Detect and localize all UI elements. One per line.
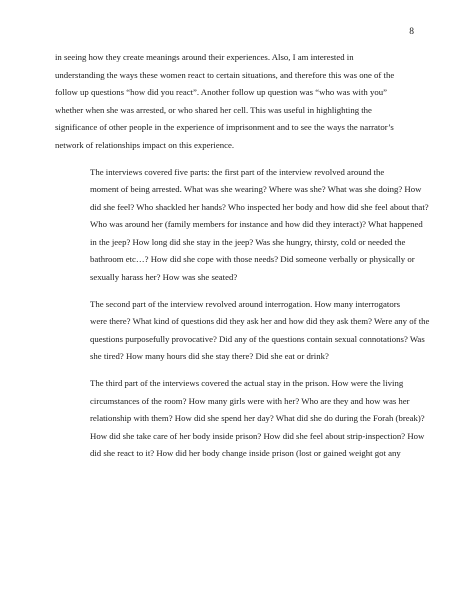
- text-line: questions purposefully provocative? Did any of the questions contain sexual connotations? Was: [90, 333, 425, 344]
- text-line: understanding the ways these women react to certain situations, and therefore this was one of the: [55, 69, 395, 80]
- page-number: 8: [409, 27, 414, 37]
- paragraph: [55, 296, 430, 366]
- paragraph: [55, 164, 429, 287]
- text-line: follow up questions “how did you react”. Another follow up question was “who was with you”: [55, 87, 387, 97]
- paragraph: [55, 49, 407, 154]
- text-line: did she react to it? How did her body change inside prison (lost or gained weight got any: [90, 448, 401, 458]
- text-line: relationship with them? How did she spend her day? What did she do during the Forah (break)?: [90, 413, 425, 423]
- text-line: significance of other people in the experience of imprisonment and to see the ways the narrator’s: [55, 122, 394, 132]
- text-line: moment of being arrested. What was she wearing? Where was she? What was she doing? How: [90, 184, 422, 194]
- body-text: [55, 49, 430, 472]
- paragraph: [55, 375, 425, 463]
- text-line: How did she take care of her body inside prison? How did she feel about strip-inspection? How: [90, 430, 425, 441]
- text-line: were there? What kind of questions did they ask her and how did they ask them? Were any of the: [90, 316, 430, 326]
- text-line: The interviews covered five parts: the first part of the interview revolved around the: [90, 166, 385, 177]
- text-line: circumstances of the room? How many girls were with her? Who are they and how was her: [90, 395, 410, 406]
- text-line: did she feel? Who shackled her hands? Who inspected her body and how did she feel about that?: [90, 201, 429, 212]
- text-line: Who was around her (family members for instance and how did they interact)? What happened: [90, 219, 423, 229]
- text-line: The second part of the interview revolved around interrogation. How many interrogators: [90, 298, 401, 309]
- text-line: she tired? How many hours did she stay there? Did she eat or drink?: [90, 351, 329, 361]
- text-line: in the jeep? How long did she stay in the jeep? Was she hungry, thirsty, cold or needed the: [90, 236, 406, 247]
- text-line: The third part of the interviews covered the actual stay in the prison. How were the living: [90, 378, 404, 388]
- text-line: bathroom etc…? How did she cope with those needs? Did someone verbally or physically or: [90, 254, 415, 264]
- text-line: network of relationships impact on this experience.: [55, 139, 235, 150]
- text-line: whether when she was arrested, or who shared her cell. This was useful in highlighting the: [55, 104, 372, 115]
- text-line: sexually harass her? How was she seated?: [90, 271, 238, 282]
- text-line: in seeing how they create meanings around their experiences. Also, I am interested in: [55, 52, 354, 62]
